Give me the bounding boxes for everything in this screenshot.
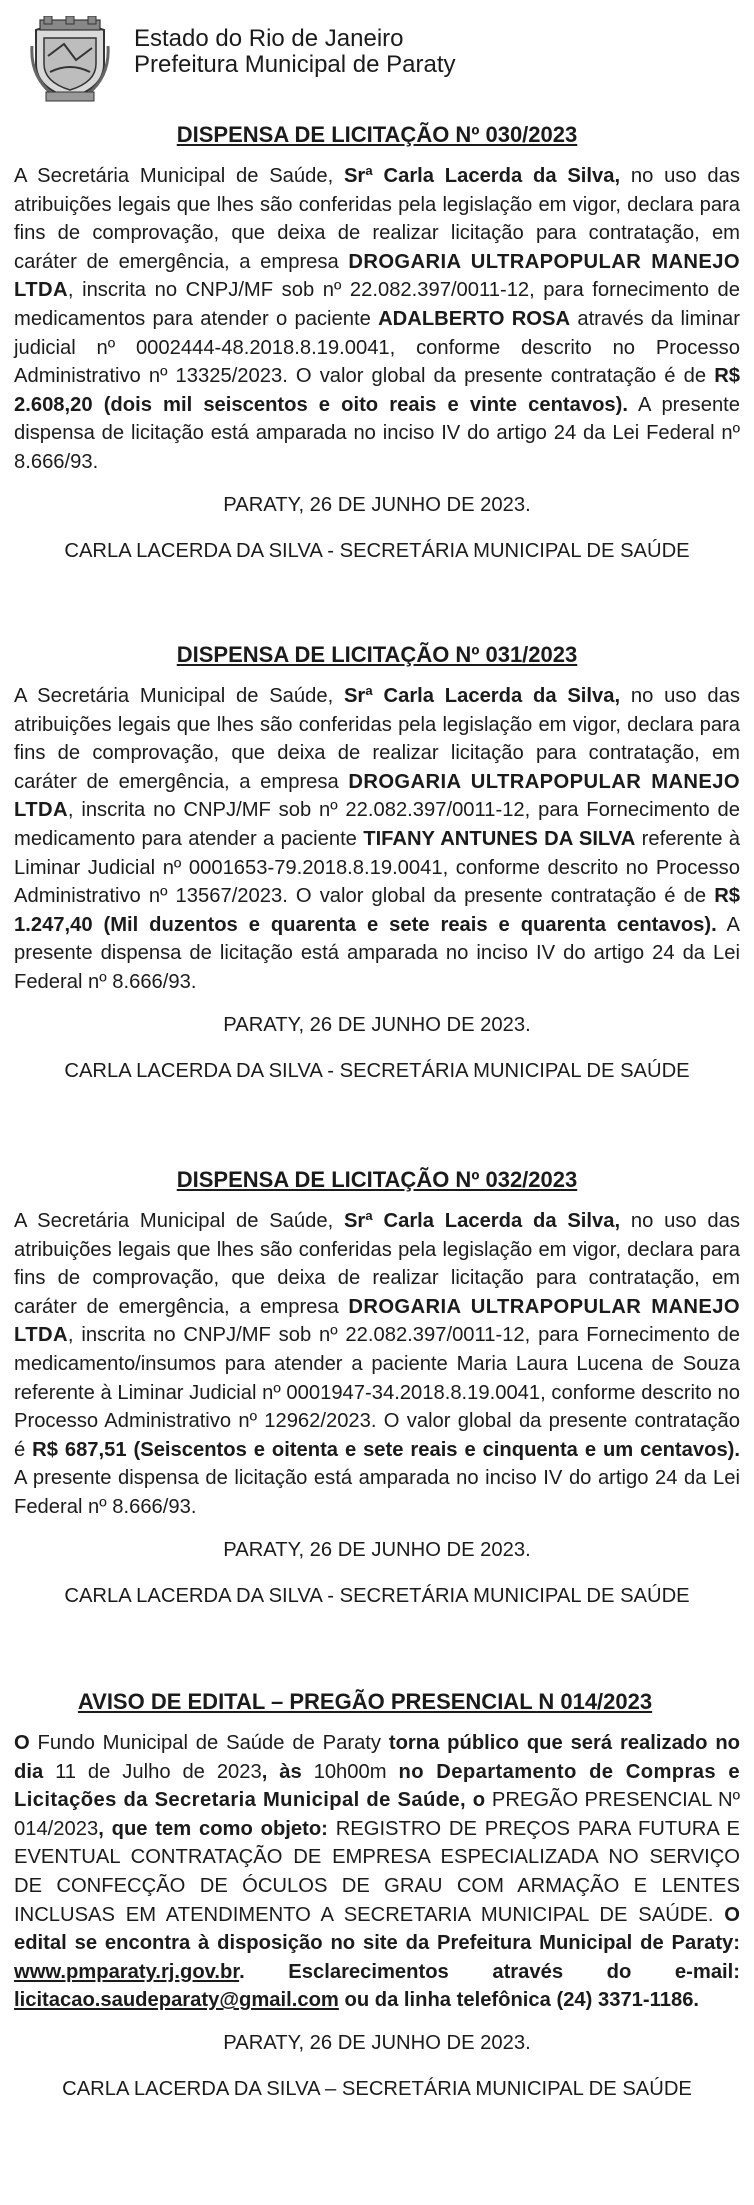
body-text: A Secretária Municipal de Saúde, — [14, 165, 344, 187]
body-bold: Srª Carla Lacerda da Silva, — [343, 165, 621, 187]
body-text: , inscrita no CNPJ/MF sob nº 22.082.397/0011-12, para Fornecimento de medicamento para atender a paciente — [14, 799, 740, 850]
body-text: Fundo Municipal de Saúde de Paraty — [29, 1732, 389, 1754]
body-text: , inscrita no CNPJ/MF sob nº 22.082.397/0011-12, para fornecimento de medicamentos para atender o paciente — [14, 279, 740, 330]
total-value: R$ 2.608,20 (dois mil seiscentos e oito reais e vinte centavos). — [14, 365, 740, 416]
dispensa-030 — [14, 122, 740, 565]
company-name: DROGARIA ULTRAPOPULAR MANEJO LTDA — [14, 1295, 740, 1347]
total-value: R$ 1.247,40 (Mil duzentos e quarenta e sete reais e quarenta centavos). — [14, 885, 740, 936]
aviso-edital-date: PARATY, 26 DE JUNHO DE 2023. — [223, 2031, 531, 2054]
body-text: 10h00m — [301, 1760, 399, 1783]
body-text: A presente dispensa de licitação está amparada no inciso IV do artigo 24 da Lei Federal nº 8.666/93. — [14, 1467, 740, 1518]
dispensa-031-body — [14, 682, 740, 997]
email-link[interactable]: licitacao.saudeparaty@gmail.com — [14, 1989, 339, 2012]
aviso-edital — [14, 1689, 740, 2103]
body-bold: , que tem como objeto: — [98, 1817, 328, 1840]
body-text: referente à Liminar Judicial nº 0001653-79.2018.8.19.0041, conforme descrito no Processo Administrativo nº 13567/2023. O valor global da presente contratação é de — [14, 827, 740, 908]
dispensa-030-body — [14, 162, 740, 477]
aviso-edital-body — [14, 1729, 740, 2015]
body-bold: no Departamento de Compras e Licitações da Secretaria Municipal de Saúde, o — [14, 1760, 740, 1812]
dispensa-032-title: DISPENSA DE LICITAÇÃO Nº 032/2023 — [176, 1167, 578, 1192]
dispensa-031-signature: CARLA LACERDA DA SILVA - SECRETÁRIA MUNICIPAL DE SAÚDE — [64, 1059, 690, 1082]
website-link[interactable]: www.pmparaty.rj.gov.br — [14, 1960, 240, 1983]
body-text: , inscrita no CNPJ/MF sob nº 22.082.397/0011-12, para Fornecimento de medicamento/insumos para atender a paciente Maria Laura Lucena de Souza referente à Liminar Judicial nº 0001947-34.2018.8.19.0041, conforme descrito no Processo Administrativo nº 12962/2023. O valor global da presente contratação é — [14, 1324, 740, 1461]
patient-name: TIFANY ANTUNES DA SILVA — [363, 827, 636, 850]
body-bold: Srª Carla Lacerda da Silva, — [343, 1210, 621, 1232]
body-text: através da liminar judicial nº 0002444-48.2018.8.19.0041, conforme descrito no Processo Administrativo nº 13325/2023. O valor global da presente contratação é de — [14, 307, 740, 388]
aviso-edital-title: AVISO DE EDITAL – PREGÃO PRESENCIAL N 014/2023 — [77, 1689, 653, 1714]
body-text: PREGÃO PRESENCIAL Nº 014/2023 — [14, 1789, 740, 1840]
dispensa-031 — [14, 642, 740, 1085]
body-text: no uso das atribuições legais que lhes são conferidas pela legislação em vigor, declara para fins de comprovação, que deixa de realizar licitação para contratação, em caráter de emergência, a empresa — [14, 165, 740, 273]
header-text — [134, 26, 456, 78]
dispensa-030-title: DISPENSA DE LICITAÇÃO Nº 030/2023 — [176, 122, 578, 147]
patient-name: ADALBERTO ROSA — [378, 307, 571, 330]
body-bold: , às — [261, 1760, 302, 1783]
body-bold: Srª Carla Lacerda da Silva, — [343, 685, 621, 707]
body-text: A presente dispensa de licitação está amparada no inciso IV do artigo 24 da Lei Federal nº 8.666/93. — [14, 393, 741, 473]
dispensa-032-body — [14, 1207, 740, 1522]
state-name: Estado do Rio de Janeiro — [134, 25, 404, 52]
body-text: A presente dispensa de licitação está amparada no inciso IV do artigo 24 da Lei Federal nº 8.666/93. — [14, 913, 740, 993]
dispensa-030-signature: CARLA LACERDA DA SILVA - SECRETÁRIA MUNICIPAL DE SAÚDE — [64, 539, 690, 562]
dispensa-031-title: DISPENSA DE LICITAÇÃO Nº 031/2023 — [176, 642, 578, 667]
dispensa-032 — [14, 1167, 740, 1610]
company-name: DROGARIA ULTRAPOPULAR MANEJO LTDA — [14, 250, 740, 302]
body-bold: . Esclarecimentos através do e-mail: — [239, 1960, 740, 1983]
dispensa-032-date: PARATY, 26 DE JUNHO DE 2023. — [223, 1538, 531, 1561]
dispensa-032-signature: CARLA LACERDA DA SILVA - SECRETÁRIA MUNICIPAL DE SAÚDE — [64, 1584, 690, 1607]
body-text: A Secretária Municipal de Saúde, — [14, 685, 344, 707]
header — [30, 16, 730, 102]
coat-of-arms-icon — [30, 16, 110, 102]
body-text: no uso das atribuições legais que lhes são conferidas pela legislação em vigor, declara para fins de comprovação, que deixa de realizar licitação para contratação, em caráter de emergência, a empresa — [14, 1210, 740, 1318]
body-text: 11 de Julho de 2023 — [43, 1760, 262, 1783]
body-text: no uso das atribuições legais que lhes são conferidas pela legislação em vigor, declara para fins de comprovação, que deixa de realizar licitação para contratação, em caráter de emergência, a empresa — [14, 685, 740, 793]
dispensa-031-date: PARATY, 26 DE JUNHO DE 2023. — [223, 1013, 531, 1036]
body-bold: O edital se encontra à disposição no site da Prefeitura Municipal de Paraty: — [14, 1903, 740, 1955]
body-bold: ou da linha telefônica (24) 3371-1186. — [338, 1989, 700, 2012]
company-name: DROGARIA ULTRAPOPULAR MANEJO LTDA — [14, 770, 740, 822]
dispensa-030-date: PARATY, 26 DE JUNHO DE 2023. — [223, 493, 531, 516]
municipality-name: Prefeitura Municipal de Paraty — [134, 51, 456, 78]
body-bold: O — [14, 1732, 30, 1754]
total-value: R$ 687,51 (Seiscentos e oitenta e sete reais e cinquenta e um centavos). — [32, 1438, 740, 1461]
body-bold: torna público que será realizado no dia — [14, 1732, 740, 1783]
body-text: A Secretária Municipal de Saúde, — [14, 1210, 344, 1232]
aviso-edital-signature: CARLA LACERDA DA SILVA – SECRETÁRIA MUNICIPAL DE SAÚDE — [62, 2077, 692, 2100]
body-text: REGISTRO DE PREÇOS PARA FUTURA E EVENTUAL CONTRATAÇÃO DE EMPRESA ESPECIALIZADA NO SERVIÇO DE CONFECÇÃO DE ÓCULOS DE GRAU COM ARMAÇÃO E LENTES INCLUSAS EM ATENDIMENTO A SECRETARIA MUNICIPAL DE SAÚDE. — [14, 1817, 740, 1926]
